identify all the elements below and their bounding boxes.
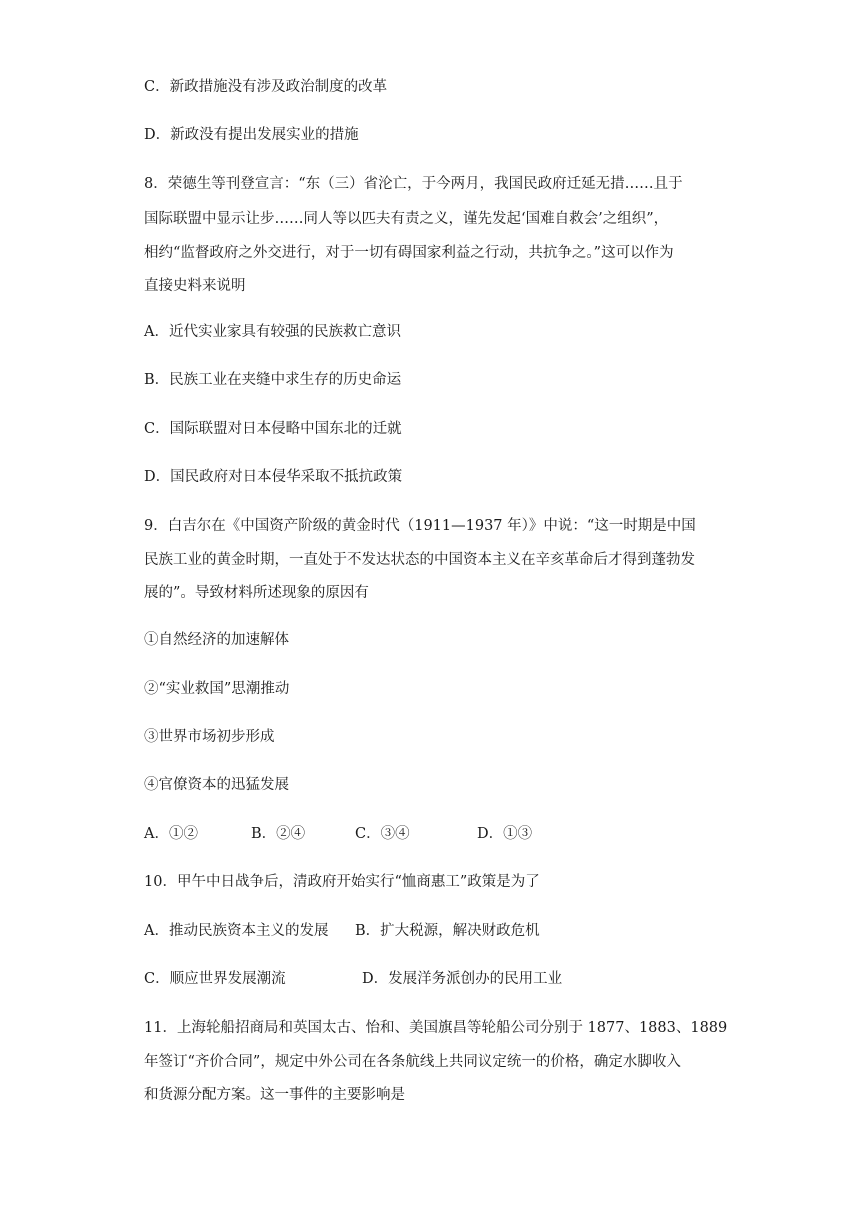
- q9-option-c: C．③④: [355, 826, 410, 842]
- q9-stem-line-3: 展的”。导致材料所述现象的原因有: [144, 585, 369, 601]
- q9-item-4: ④官僚资本的迅猛发展: [144, 777, 289, 793]
- q8-option-a: A．近代实业家具有较强的民族救亡意识: [144, 324, 401, 340]
- q10-option-a: A．推动民族资本主义的发展: [144, 923, 329, 939]
- q8-stem-line-4: 直接史料来说明: [144, 278, 246, 294]
- q11-stem-line-2: 年签订“齐价合同”，规定中外公司在各条航线上共同议定统一的价格，确定水脚收入: [144, 1054, 681, 1070]
- q7-option-d: D．新政没有提出发展实业的措施: [144, 127, 359, 143]
- q8-stem-line-2: 国际联盟中显示让步……同人等以匹夫有责之义，谨先发起‘国难自救会’之组织”，: [144, 211, 669, 227]
- q10-option-c: C．顺应世界发展潮流: [144, 971, 286, 987]
- q8-stem-line-1: 8．荣德生等刊登宣言：“东（三）省沦亡，于今两月，我国民政府迁延无措……且于: [144, 176, 683, 192]
- q9-option-b: B．②④: [251, 826, 306, 842]
- q9-item-2: ②“实业救国”思潮推动: [144, 681, 290, 697]
- q9-item-3: ③世界市场初步形成: [144, 729, 275, 745]
- q9-option-d: D．①③: [477, 826, 533, 842]
- q8-option-d: D．国民政府对日本侵华采取不抵抗政策: [144, 469, 403, 485]
- q7-option-c: C．新政措施没有涉及政治制度的改革: [144, 79, 388, 95]
- q8-option-b: B．民族工业在夹缝中求生存的历史命运: [144, 372, 402, 388]
- q11-stem-line-1: 11．上海轮船招商局和英国太古、怡和、美国旗昌等轮船公司分别于 1877、1883、1889: [144, 1020, 728, 1036]
- q9-stem-line-2: 民族工业的黄金时期，一直处于不发达状态的中国资本主义在辛亥革命后才得到蓬勃发: [144, 552, 695, 568]
- q10-option-b: B．扩大税源，解决财政危机: [355, 923, 540, 939]
- q9-item-1: ①自然经济的加速解体: [144, 632, 289, 648]
- q11-stem-line-3: 和货源分配方案。这一事件的主要影响是: [144, 1087, 405, 1103]
- q8-option-c: C．国际联盟对日本侵略中国东北的迁就: [144, 421, 402, 437]
- q8-stem-line-3: 相约“监督政府之外交进行，对于一切有碍国家利益之行动，共抗争之。”这可以作为: [144, 245, 674, 261]
- q10-option-d: D．发展洋务派创办的民用工业: [362, 971, 563, 987]
- q9-stem-line-1: 9．白吉尔在《中国资产阶级的黄金时代（1911—1937 年）》中说：“这一时期是中国: [144, 518, 696, 534]
- q9-option-a: A．①②: [144, 826, 198, 842]
- q10-stem: 10．甲午中日战争后，清政府开始实行“恤商惠工”政策是为了: [144, 874, 540, 890]
